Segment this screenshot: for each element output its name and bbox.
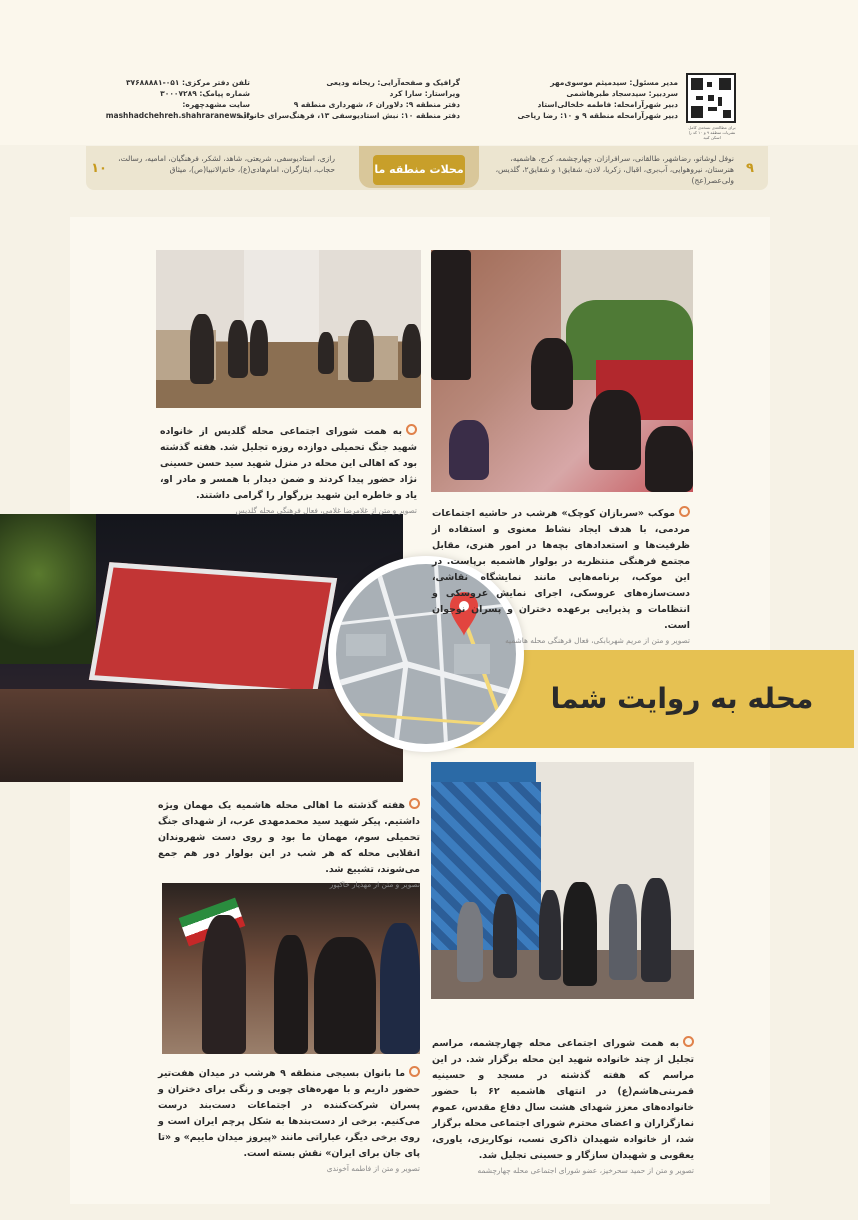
photo-mosque-ceremony xyxy=(431,762,694,999)
neighborhoods-list-region-9: نوفل لوشاتو، رضاشهر، طالقانی، سرافرازان، چهارچشمه، کرج، هاشمیه، هنرستان، نیروهوایی، آب‌بری، اقبال، زکریا، لادن، شقایق۱ و شقایق۲، گلدیس، ولی‌عصر(عج) xyxy=(495,154,734,185)
story-credit: تصویر و متن از مریم شهربابکی، فعال فرهنگی محله هاشمیه xyxy=(505,636,690,645)
story-card xyxy=(432,506,690,647)
photo-kids-crafts xyxy=(431,250,693,492)
qr-code-icon[interactable] xyxy=(686,73,736,123)
credit-line: دفتر منطقه ۹: دلاوران ۶، شهرداری منطقه ۹ xyxy=(293,100,460,109)
credit-line: گرافیک و صفحه‌آرایی: ریحانه ودیعی xyxy=(326,78,460,87)
story-credit: تصویر و متن از حمید سحرخیز، عضو شورای اجتماعی محله چهارچشمه xyxy=(477,1166,694,1175)
masthead xyxy=(0,0,858,145)
editorial-credits xyxy=(518,77,678,121)
credit-line: دبیر شهرآرامحله منطقه ۹ و ۱۰: رضا ریاحی xyxy=(517,111,678,120)
phone-line: تلفن دفتر مرکزی: ۰۵۱-۳۷۶۸۸۸۸۱ xyxy=(125,78,250,87)
bullet-icon xyxy=(406,424,417,435)
neighborhoods-list-region-10: رازی، استادیوسفی، شریعتی، شاهد، لشکر، فرهنگیان، امامیه، رسالت، حجاب، ایثارگران، امام‌هادی(ع)، خاتم‌الانبیا(ص)، میثاق xyxy=(118,154,335,174)
photo-family-visit xyxy=(156,250,421,408)
sms-line: شماره پیامک: ۳۰۰۰۷۲۸۹ xyxy=(160,89,250,98)
page-number-right: ۹ xyxy=(746,161,754,176)
story-body: به همت شورای اجتماعی محله گلدیس از خانواده شهید جنگ تحمیلی دوازده روزه تجلیل شد. هفته گذشته بود که اهالی این محله در منزل شهید سید حسن حسینی نژاد حضور پیدا کردند و ضمن دیدار با همسر و مادر او، یاد و خاطره این شهید بزرگوار را گرامی داشتند. xyxy=(160,426,417,501)
credit-line: ویراستار: سارا کرد xyxy=(389,89,460,98)
section-title: محله به روایت شما xyxy=(550,682,814,715)
contact-info xyxy=(106,77,250,121)
story-credit: تصویر و متن از مهدیار خاکپور xyxy=(329,880,420,889)
story-card xyxy=(158,798,420,891)
bullet-icon xyxy=(409,798,420,809)
story-body: ما بانوان بسیجی منطقه ۹ هرشب در میدان هفت‌تیر حضور داریم و با مهره‌های چوبی و رنگی برای دختران و پسران شرکت‌کننده در اجتماعات دست‌بند درست می‌کنیم. برخی از دست‌بندها به شکل پرچم ایران است و روی برخی دیگر، عباراتی مانند «پیروز میدان ماییم» و «تا پای جان برای ایران» نقش بسته است. xyxy=(158,1068,420,1159)
credit-line: دفتر منطقه ۱۰: نبش استادیوسفی ۱۳، فرهنگ‌سرای خانواده xyxy=(238,111,460,120)
credit-line: مدیر مسئول: سیدمیثم موسوی‌مهر xyxy=(550,78,678,87)
story-credit: تصویر و متن از فاطمه آخوندی xyxy=(326,1164,420,1173)
credit-line: سردبیر: سیدسجاد طبرهاشمی xyxy=(566,89,678,98)
story-body: موکب «سربازان کوچک» هرشب در حاشیه اجتماعات مردمی، با هدف ایجاد نشاط معنوی و استفاده از ظرفیت‌ها و استعدادهای بچه‌ها در امور هنری، مقابل مجتمع فرهنگی منتظریه در بولوار هاشمیه برپاست. در این موکب، برنامه‌هایی مانند نمایشگاه نقاشی، دست‌سازه‌های عروسکی، اجرای نمایش عروسکی و انتظامات و پذیرایی برعهده دختران و پسران نوجوان است. xyxy=(432,508,690,631)
credit-line: دبیر شهرآرامحله: فاطمه خلخالی‌استاد xyxy=(537,100,678,109)
story-body: به همت شورای اجتماعی محله چهارچشمه، مراسم تجلیل از چند خانواده شهید این محله برگزار شد. در این مراسم که هفته گذشته در مسجد و حسینیه قمربنی‌هاشم(ع) در انتهای هاشمیه ۶۲ با حضور خانواده‌های معزز شهدای هشت سال دفاع مقدس، عموم نمازگزاران و اعضای محترم شورای اجتماعی محله برگزار شد، از خانواده شهیدان ذاکری نسب، نوکاریزی، یاوری، یعقوبی و شهیدان سازگار و حسینی تجلیل شد. xyxy=(432,1038,694,1161)
page-number-left: ۱۰ xyxy=(91,161,107,176)
design-and-office-credits xyxy=(238,77,460,121)
story-card xyxy=(160,424,417,517)
bullet-icon xyxy=(409,1066,420,1077)
bullet-icon xyxy=(683,1036,694,1047)
website-label: سایت مشهدچهره: xyxy=(182,100,250,109)
photo-bracelet-making xyxy=(162,883,420,1054)
story-body: هفته گذشته ما اهالی محله هاشمیه یک مهمان ویژه داشتیم. پیکر شهید سید محمدمهدی عرب، از شهدای جنگ تحمیلی سوم، مهمان ما بود و روی دست شهروندان انقلابی محله که هر شب در این بولوار دور هم جمع می‌شوند، تشییع شد. xyxy=(158,800,420,875)
section-tab-label: محلات منطقه ما xyxy=(373,155,465,185)
story-credit: تصویر و متن از غلامرضا غلامی، فعال فرهنگی محله گلدیس xyxy=(235,506,417,515)
bullet-icon xyxy=(679,506,690,517)
story-card xyxy=(158,1066,420,1175)
qr-note: برای مطالعه‌ی نسخه‌ی کامل نشریات منطقه ۹ و ۱۰ کد را اسکن کنید xyxy=(688,125,736,140)
website-link[interactable]: mashhadchehreh.shahraranews.ir xyxy=(105,111,250,120)
story-card xyxy=(432,1036,694,1177)
